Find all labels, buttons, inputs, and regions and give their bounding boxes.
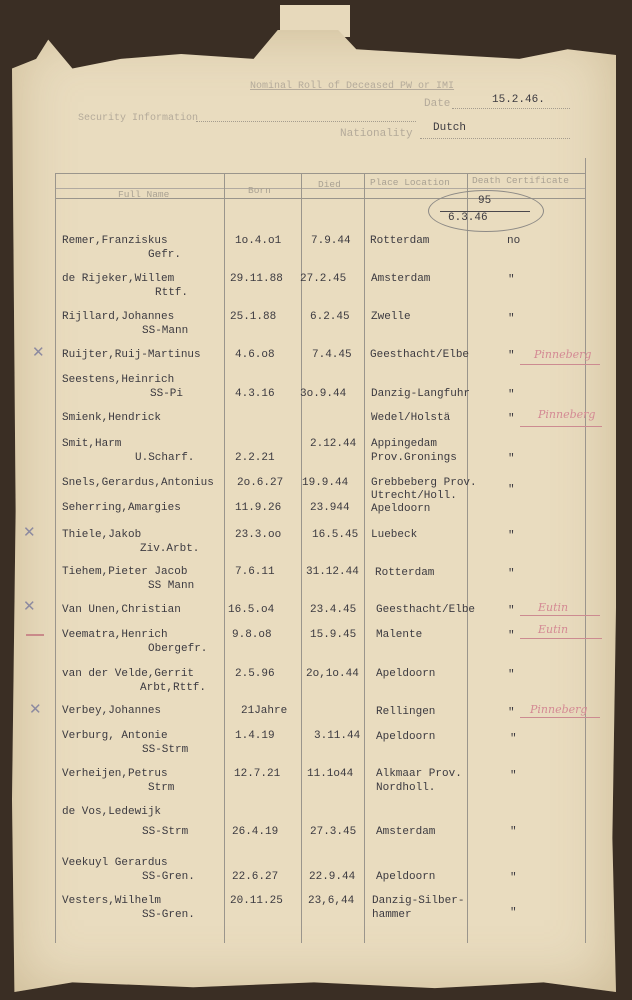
row-certificate: " bbox=[510, 733, 517, 745]
row-place: Luebeck bbox=[371, 529, 418, 541]
row-born: 12.7.21 bbox=[234, 768, 281, 780]
document-title: Nominal Roll of Deceased PW or IMI bbox=[250, 81, 455, 92]
row-name: Seherring,Amargies bbox=[62, 502, 181, 514]
row-name: Rijllard,Johannes bbox=[62, 311, 175, 323]
row-died: 3o.9.44 bbox=[300, 388, 347, 400]
row-name: Verbey,Johannes bbox=[62, 705, 162, 717]
row-rank: SS-Gren. bbox=[142, 909, 195, 921]
row-place: Geesthacht/Elbe bbox=[370, 349, 470, 361]
row-rank: SS-Gren. bbox=[142, 871, 195, 883]
row-certificate: " bbox=[508, 453, 515, 465]
row-name: Smienk,Hendrick bbox=[62, 412, 162, 424]
row-rank: Obergefr. bbox=[148, 643, 208, 655]
col-line-2 bbox=[224, 173, 225, 943]
row-certificate: " bbox=[510, 872, 517, 884]
pencil-x-mark: ✕ bbox=[29, 700, 42, 718]
row-name: Ruijter,Ruij-Martinus bbox=[62, 349, 201, 361]
row-died: 7.4.45 bbox=[312, 349, 352, 361]
row-rank: Gefr. bbox=[148, 249, 182, 261]
row-place: Danzig-Langfuhr bbox=[371, 388, 471, 400]
pencil-note: Eutin bbox=[538, 601, 569, 614]
row-certificate: " bbox=[508, 530, 515, 542]
col-line-1 bbox=[55, 173, 56, 943]
row-certificate: " bbox=[510, 826, 517, 838]
pencil-note: Pinneberg bbox=[534, 348, 592, 361]
row-rank: Ziv.Arbt. bbox=[140, 543, 200, 555]
row-name: Vesters,Wilhelm bbox=[62, 895, 162, 907]
row-born: 16.5.o4 bbox=[228, 604, 275, 616]
row-certificate: " bbox=[508, 707, 515, 719]
row-certificate: " bbox=[508, 568, 515, 580]
date-label: Date bbox=[424, 98, 451, 110]
pencil-note: Eutin bbox=[538, 623, 569, 636]
row-born: 1.4.19 bbox=[235, 730, 275, 742]
row-rank: SS-Pi bbox=[150, 388, 184, 400]
row-certificate: " bbox=[508, 313, 515, 325]
col-line-4 bbox=[364, 173, 365, 943]
row-rank: SS-Mann bbox=[142, 325, 189, 337]
row-place: Alkmaar Prov. bbox=[376, 768, 462, 780]
row-place: Rotterdam bbox=[375, 567, 435, 579]
date-value: 15.2.46. bbox=[492, 94, 545, 106]
row-born: 1o.4.o1 bbox=[235, 235, 282, 247]
row-born: 2.5.96 bbox=[235, 668, 275, 680]
row-born: 20.11.25 bbox=[230, 895, 283, 907]
row-place: Rotterdam bbox=[370, 235, 430, 247]
row-died: 11.1o44 bbox=[307, 768, 354, 780]
row-name: Remer,Franziskus bbox=[62, 235, 168, 247]
pencil-x-mark: ✕ bbox=[23, 523, 36, 541]
row-died: 22.9.44 bbox=[309, 871, 356, 883]
row-died: 2.12.44 bbox=[310, 438, 357, 450]
col-line-3 bbox=[301, 173, 302, 943]
row-certificate: " bbox=[508, 389, 515, 401]
row-certificate: " bbox=[508, 669, 515, 681]
row-born: 7.6.11 bbox=[235, 566, 275, 578]
row-name: Verheijen,Petrus bbox=[62, 768, 168, 780]
row-place: Apeldoorn bbox=[376, 871, 436, 883]
row-place: Apeldoorn bbox=[376, 668, 436, 680]
row-place-line2: Utrecht/Holl. bbox=[371, 490, 457, 502]
row-name: Snels,Gerardus,Antonius bbox=[62, 477, 214, 489]
row-died: 23,6,44 bbox=[308, 895, 355, 907]
row-died: 27.3.45 bbox=[310, 826, 357, 838]
row-born: 21Jahre bbox=[241, 705, 288, 717]
row-name: Tiehem,Pieter Jacob bbox=[62, 566, 188, 578]
row-certificate: " bbox=[508, 413, 515, 425]
pencil-x-mark: ✕ bbox=[23, 597, 36, 615]
row-born: 25.1.88 bbox=[230, 311, 277, 323]
row-rank: U.Scharf. bbox=[135, 452, 195, 464]
row-name: Veematra,Henrich bbox=[62, 629, 168, 641]
row-certificate: " bbox=[508, 605, 515, 617]
security-label: Security Information bbox=[78, 113, 199, 124]
row-place: Amsterdam bbox=[376, 826, 436, 838]
row-certificate: " bbox=[508, 630, 515, 642]
row-name: de Rijeker,Willem bbox=[62, 273, 175, 285]
row-died: 31.12.44 bbox=[306, 566, 359, 578]
row-name: Smit,Harm bbox=[62, 438, 122, 450]
col-line-5 bbox=[467, 173, 468, 943]
row-place: Apeldoorn bbox=[371, 503, 431, 515]
row-certificate: " bbox=[508, 484, 515, 496]
row-born: 26.4.19 bbox=[232, 826, 279, 838]
row-place: Rellingen bbox=[376, 706, 436, 718]
pencil-underline bbox=[520, 364, 600, 365]
row-rank: Strm bbox=[148, 782, 175, 794]
col-header-certificate: Death Certificate bbox=[472, 175, 569, 186]
col-header-died: Died bbox=[318, 179, 341, 190]
col-header-born: Born bbox=[248, 185, 271, 196]
row-certificate: " bbox=[510, 907, 517, 919]
row-place: Amsterdam bbox=[371, 273, 431, 285]
nationality-value: Dutch bbox=[433, 122, 467, 134]
row-place: Grebbeberg Prov. bbox=[371, 477, 477, 489]
pencil-underline bbox=[520, 615, 600, 616]
row-died: 3.11.44 bbox=[314, 730, 361, 742]
row-place-line2: Nordholl. bbox=[376, 782, 436, 794]
nationality-leader bbox=[420, 138, 570, 139]
row-certificate: no bbox=[507, 235, 521, 247]
row-place-line2: hammer bbox=[372, 909, 412, 921]
row-certificate: " bbox=[510, 770, 517, 782]
row-name: Seestens,Heinrich bbox=[62, 374, 175, 386]
row-died: 27.2.45 bbox=[300, 273, 347, 285]
row-born: 2.2.21 bbox=[235, 452, 275, 464]
col-header-name: Full Name bbox=[118, 189, 170, 200]
reference-top: 95 bbox=[478, 195, 492, 207]
col-line-6 bbox=[585, 158, 586, 943]
row-place: Danzig-Silber- bbox=[372, 895, 465, 907]
row-place: Wedel/Holstä bbox=[371, 412, 451, 424]
row-rank: SS-Strm bbox=[142, 744, 189, 756]
pencil-note: Pinneberg bbox=[538, 408, 596, 421]
row-place: Malente bbox=[376, 629, 423, 641]
row-rank: SS Mann bbox=[148, 580, 195, 592]
row-place-line2: Prov.Gronings bbox=[371, 452, 457, 464]
row-rank: Arbt,Rttf. bbox=[140, 682, 207, 694]
row-died: 2o,1o.44 bbox=[306, 668, 359, 680]
row-born: 4.3.16 bbox=[235, 388, 275, 400]
pencil-x-mark: ✕ bbox=[32, 343, 45, 361]
row-place: Appingedam bbox=[371, 438, 438, 450]
pencil-dash-mark bbox=[26, 634, 44, 636]
row-born: 4.6.o8 bbox=[235, 349, 275, 361]
row-place: Zwelle bbox=[371, 311, 411, 323]
row-name: Verburg, Antonie bbox=[62, 730, 168, 742]
row-died: 15.9.45 bbox=[310, 629, 357, 641]
row-died: 16.5.45 bbox=[312, 529, 359, 541]
pencil-underline bbox=[520, 638, 602, 639]
row-certificate: " bbox=[508, 274, 515, 286]
row-name: van der Velde,Gerrit bbox=[62, 668, 195, 680]
row-certificate: " bbox=[508, 350, 515, 362]
date-leader bbox=[452, 108, 570, 109]
reference-bottom: 6.3.46 bbox=[448, 212, 488, 224]
row-born: 23.3.oo bbox=[235, 529, 282, 541]
row-rank: Rttf. bbox=[155, 287, 189, 299]
row-born: 9.8.o8 bbox=[232, 629, 272, 641]
pencil-underline bbox=[520, 426, 602, 427]
row-born: 29.11.88 bbox=[230, 273, 283, 285]
pencil-underline bbox=[520, 717, 600, 718]
row-rank: SS-Strm bbox=[142, 826, 189, 838]
row-name: de Vos,Ledewijk bbox=[62, 806, 162, 818]
row-born: 11.9.26 bbox=[235, 502, 282, 514]
row-name: Van Unen,Christian bbox=[62, 604, 181, 616]
row-died: 6.2.45 bbox=[310, 311, 350, 323]
row-place: Apeldoorn bbox=[376, 731, 436, 743]
row-place: Geesthacht/Elbe bbox=[376, 604, 476, 616]
row-born: 2o.6.27 bbox=[237, 477, 284, 489]
row-died: 19.9.44 bbox=[302, 477, 349, 489]
row-died: 23.4.45 bbox=[310, 604, 357, 616]
row-died: 23.944 bbox=[310, 502, 350, 514]
row-name: Thiele,Jakob bbox=[62, 529, 142, 541]
row-born: 22.6.27 bbox=[232, 871, 279, 883]
col-header-place: Place Location bbox=[370, 177, 450, 188]
dotted-leader bbox=[196, 121, 416, 122]
nationality-label: Nationality bbox=[340, 128, 413, 140]
row-died: 7.9.44 bbox=[311, 235, 351, 247]
row-name: Veekuyl Gerardus bbox=[62, 857, 168, 869]
pencil-note: Pinneberg bbox=[530, 703, 588, 716]
